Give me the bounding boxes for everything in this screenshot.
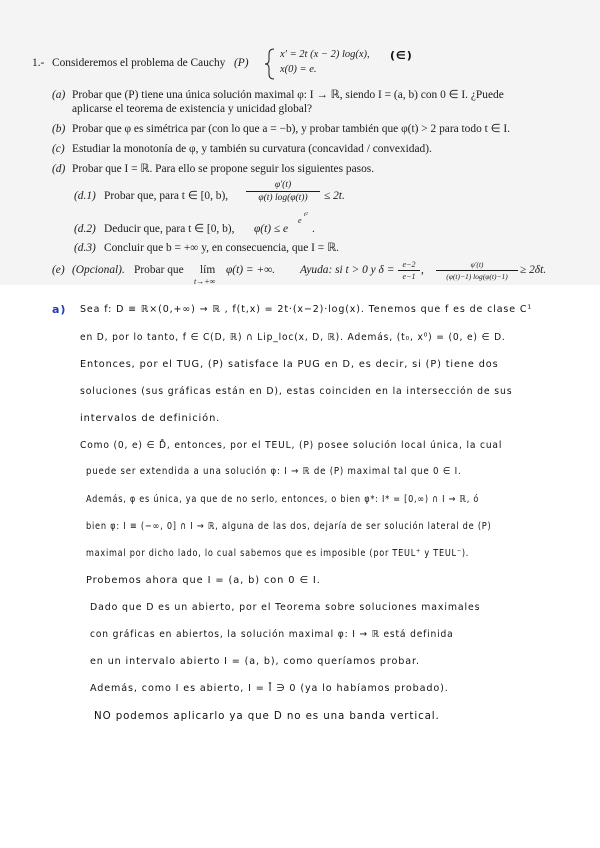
handwritten-line: Entonces, por el TUG, (P) satisface la PUG en D, es decir, si (P) tiene dos — [80, 359, 499, 370]
item-e-delta-fraction — [398, 260, 420, 281]
solution-label: a) — [52, 303, 67, 316]
item-e-text: Probar que — [134, 264, 184, 276]
handwritten-line: intervalos de definición. — [80, 413, 221, 424]
system-eq2: x(0) = e. — [280, 64, 317, 75]
item-a-line2: aplicarse el teorema de existencia y unicidad global? — [72, 103, 313, 115]
item-e-hint: Ayuda: si t > 0 y δ = — [300, 264, 395, 276]
item-a-line1: Probar que (P) tiene una única solución maximal φ: I → ℝ, siendo I = (a, b) con 0 ∈ I. ¿Puede — [72, 89, 504, 101]
item-d-key: (d) — [52, 163, 66, 175]
item-c-key: (c) — [52, 143, 65, 155]
item-e-hint-fraction — [436, 260, 518, 281]
handwritten-line: Como (0, e) ∈ D̊, entonces, por el TEUL, (P) posee solución local única, la cual — [80, 440, 503, 451]
subitem-d2-key: (d.2) — [74, 223, 96, 235]
system-brace-icon — [262, 48, 278, 80]
subitem-d3-text: Concluir que b = +∞ y, en consecuencia, que I = ℝ. — [104, 242, 339, 254]
item-e-lim: lím — [200, 264, 216, 276]
problem-label-p: (P) — [234, 57, 249, 69]
item-b-key: (b) — [52, 123, 66, 135]
handwritten-line: con gráficas en abiertos, la solución maximal φ: I → ℝ está definida — [90, 629, 454, 640]
handwritten-line: Además, como I es abierto, I = I̊ ∋ 0 (ya lo habíamos probado). — [90, 683, 449, 694]
subitem-d1-fraction — [246, 180, 320, 203]
handwritten-line: Además, φ es única, ya que de no serlo, entonces, o bien φ*: I* = [0,∞) ∩ I → ℝ, ó — [86, 494, 480, 505]
fraction-bar — [246, 191, 320, 192]
fraction-bar — [436, 270, 518, 271]
handwritten-line: en D, por lo tanto, f ∈ C(D, ℝ) ∩ Lip_loc(x, D, ℝ). Además, (t₀, x⁰) = (0, e) ∈ D. — [80, 332, 506, 343]
item-c-line1: Estudiar la monotonía de φ, y también su curvatura (concavidad / convexidad). — [72, 143, 432, 155]
subitem-d1-rhs: ≤ 2t. — [324, 190, 345, 202]
handwritten-line: Dado que D es un abierto, por el Teorema sobre soluciones maximales — [90, 602, 481, 613]
problem-intro: Consideremos el problema de Cauchy — [52, 57, 226, 69]
item-e-delta-den: e−1 — [402, 272, 416, 281]
problem-number: 1.- — [32, 57, 45, 69]
subitem-d2-exp2: t² — [304, 211, 308, 218]
fraction-bar — [398, 270, 420, 271]
item-e-hint-den: (φ(t)−1) log(φ(t)−1) — [446, 272, 508, 281]
handwritten-line: bien φ: I ≡ (−∞, 0] ∩ I → ℝ, alguna de las dos, dejaría de ser solución lateral de (P) — [86, 521, 492, 532]
item-e-hint-num: φ′(t) — [470, 260, 484, 269]
subitem-d1-den: φ(t) log(φ(t)) — [258, 193, 308, 203]
item-e-lim-expr: φ(t) = +∞. — [226, 264, 276, 276]
subitem-d2-tail: . — [312, 223, 315, 235]
item-e-comma: , — [421, 264, 424, 276]
handwritten-line: NO podemos aplicarlo ya que D no es una banda vertical. — [94, 710, 440, 722]
subitem-d2-text: Deducir que, para t ∈ [0, b), — [104, 223, 235, 235]
item-a-key: (a) — [52, 89, 66, 101]
handwritten-line: Sea f: D ≡ ℝ×(0,+∞) → ℝ , f(t,x) = 2t·(x−2)·log(x). Tenemos que f es de clase C¹ — [80, 304, 533, 315]
system-eq1: x′ = 2t (x − 2) log(x), — [280, 49, 370, 60]
item-e-delta-num: e−2 — [402, 260, 416, 269]
handwritten-line: Probemos ahora que I = (a, b) con 0 ∈ I. — [86, 575, 321, 586]
subitem-d3-key: (d.3) — [74, 242, 96, 254]
item-e-opt: (Opcional). — [72, 264, 125, 276]
handwritten-line: puede ser extendida a una solución φ: I → ℝ de (P) maximal tal que 0 ∈ I. — [86, 466, 462, 477]
subitem-d2-formula: φ(t) ≤ e — [254, 223, 289, 235]
subitem-d2-exp: e — [298, 216, 302, 225]
subitem-d1-num: φ′(t) — [274, 180, 292, 190]
handwritten-line: soluciones (sus gráficas están en D), estas coinciden en la intersección de sus — [80, 386, 513, 397]
subitem-d1-key: (d.1) — [74, 190, 96, 202]
item-e-hint-tail: ≥ 2δt. — [520, 264, 547, 276]
handwritten-line: maximal por dicho lado, lo cual sabemos que es imposible (por TEUL⁺ y TEUL⁻). — [86, 548, 470, 559]
handwritten-line: en un intervalo abierto I = (a, b), como queríamos probar. — [90, 656, 420, 667]
item-b-line1: Probar que φ es simétrica par (con lo que a = −b), y probar también que φ(t) > 2 para todo t ∈ I. — [72, 123, 511, 135]
handwritten-mark: (∈) — [390, 49, 413, 62]
item-e-key: (e) — [52, 264, 65, 276]
item-e-lim-sub: t→+∞ — [194, 277, 216, 286]
subitem-d1-text: Probar que, para t ∈ [0, b), — [104, 190, 229, 202]
item-d-line1: Probar que I = ℝ. Para ello se propone seguir los siguientes pasos. — [72, 163, 375, 175]
